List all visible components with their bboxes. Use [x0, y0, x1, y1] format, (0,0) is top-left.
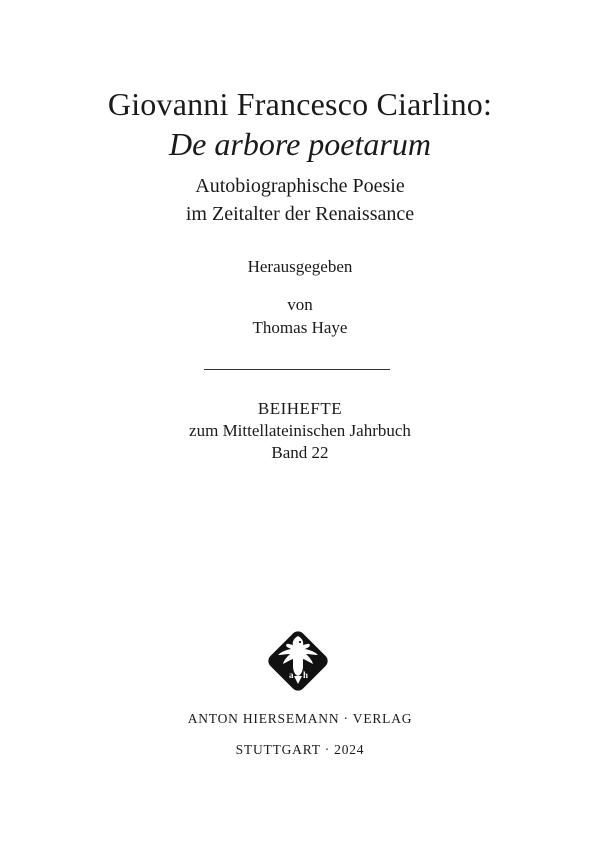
series-name: BEIHEFTE — [257, 399, 343, 418]
book-subtitle-line-1: Autobiographische Poesie — [195, 175, 405, 197]
book-title-line-2: De arbore poetarum — [169, 126, 431, 162]
publisher-place-year: STUTTGART · 2024 — [235, 742, 365, 757]
book-subtitle-line-2: im Zeitalter der Renaissance — [185, 203, 415, 225]
publisher-eagle-logo-icon — [263, 626, 333, 696]
book-title-line-1: Giovanni Francesco Ciarlino: — [107, 86, 493, 122]
series-subtitle: zum Mittellateinischen Jahrbuch — [189, 421, 411, 440]
editor-by: von — [287, 295, 313, 314]
editor-name: Thomas Haye — [252, 318, 348, 337]
svg-text:h: h — [303, 670, 309, 680]
series-volume: Band 22 — [271, 443, 329, 462]
editor-label: Herausgegeben — [247, 257, 353, 276]
svg-text:a: a — [289, 670, 294, 680]
divider-rule — [204, 369, 390, 370]
publisher-name: ANTON HIERSEMANN · VERLAG — [187, 711, 413, 726]
